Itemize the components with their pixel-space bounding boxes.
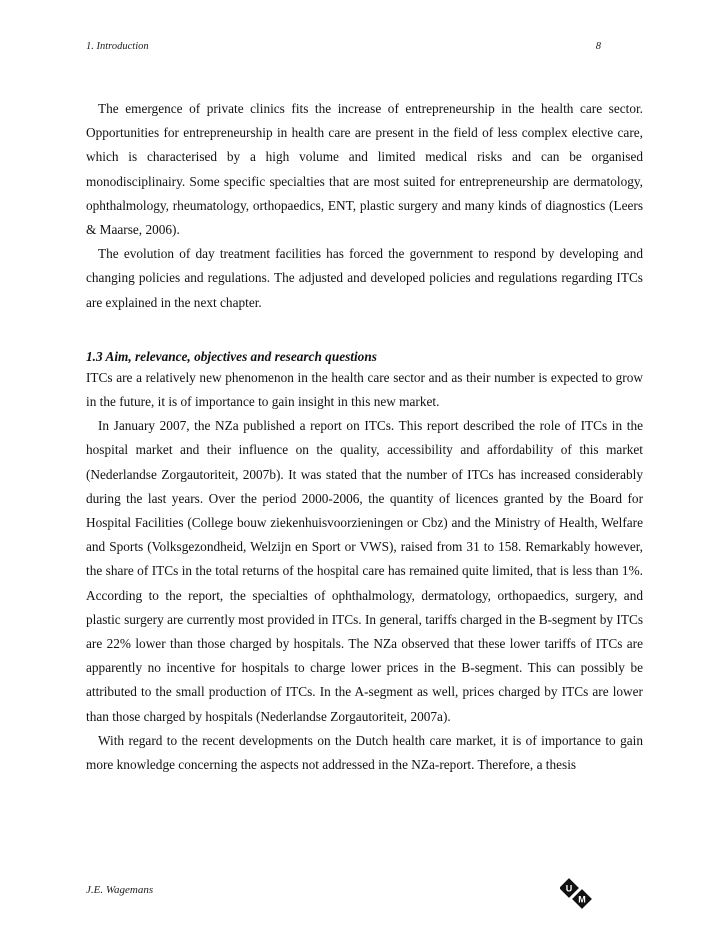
chapter-title: 1. Introduction	[86, 41, 149, 52]
section-heading: 1.3 Aim, relevance, objectives and research questions	[86, 348, 377, 364]
logo-letter-u: U	[565, 883, 573, 894]
paragraph: ITCs are a relatively new phenomenon in the health care sector and as their number is expected to grow in the future, it is of importance to gain insight in this new market.	[86, 369, 643, 410]
paragraph: The evolution of day treatment facilities has forced the government to respond by developing and changing policies and regulations. The adjusted and developed policies and regulations regarding ITCs are explained in the next chapter.	[86, 246, 643, 310]
paragraph: The emergence of private clinics fits the increase of entrepreneurship in the health care sector. Opportunities for entrepreneurship in health care are present in the field of less complex elective care, which is characterised by a high volume and limited medical risks and can be organised monodisciplinairy. Some specific specialties that are most suited for entrepreneurship are dermatology, ophthalmology, rheumatology, orthopaedics, ENT, plastic surgery and many kinds of diagnostics (Leers & Maarse, 2006).	[86, 101, 643, 238]
university-logo	[560, 877, 594, 911]
logo-letter-m: M	[578, 894, 586, 905]
paragraph: In January 2007, the NZa published a report on ITCs. This report described the role of ITCs in the hospital market and their influence on the quality, accessibility and affordability of this market (Nederlandse Zorgautoriteit, 2007b). It was stated that the number of ITCs has increased considerably during the last years. Over the period 2000-2006, the quantity of licences granted by the Board for Hospital Facilities (College bouw ziekenhuisvoorzieningen or Cbz) and the Ministry of Health, Welfare and Sports (Volksgezondheid, Welzijn en Sport or VWS), raised from 31 to 158. Remarkably however, the share of ITCs in the total returns of the hospital care has remained quite limited, that is less than 1%. According to the report, the specialties of ophthalmology, dermatology, orthopaedics, surgery, and plastic surgery are currently most provided in ITCs. In general, tariffs charged in the B-segment by ITCs are 22% lower than those charged by hospitals. The NZa observed that these lower tariffs of ITCs are apparently no incentive for hospitals to charge lower prices in the B-segment. This can possibly be attributed to the small production of ITCs. In the A-segment as well, prices charged by ITCs are lower than those charged by hospitals (Nederlandse Zorgautoriteit, 2007a).	[86, 418, 643, 724]
page-number: 8	[595, 41, 601, 52]
running-header	[86, 41, 601, 52]
footer-author: J.E. Wagemans	[86, 884, 154, 896]
paragraph: With regard to the recent developments on the Dutch health care market, it is of importance to gain more knowledge concerning the aspects not addressed in the NZa-report. Therefore, a thesis	[86, 732, 643, 773]
body-text	[86, 97, 643, 777]
section-spacer	[86, 315, 643, 347]
